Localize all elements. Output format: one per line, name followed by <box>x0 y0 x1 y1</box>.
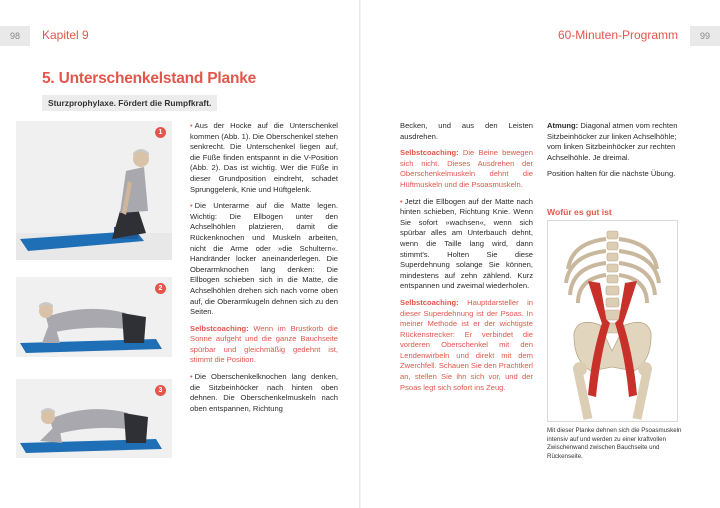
photo-number-badge-3 <box>155 385 166 396</box>
forearm-kneel-illustration <box>16 277 172 357</box>
page-number-right-text: 99 <box>699 31 710 41</box>
photo-number-3: 3 <box>158 387 163 394</box>
paragraph-elbows <box>400 197 533 292</box>
exercise-photo-1 <box>16 121 172 260</box>
hold-position-paragraph: Position halten für die nächste Übung. <box>547 169 676 179</box>
text-column-1 <box>190 121 338 420</box>
anatomy-caption: Mit dieser Planke dehnen sich die Psoasmuskeln intensiv auf und werden zu einer kraftvollen Zwischenwand zwischen Bauchseite und Rückenseite. <box>547 427 682 460</box>
bullet-icon: • <box>190 121 193 130</box>
exercise-subtitle: Sturzprophylaxe. Fördert die Rumpfkraft. <box>42 95 217 111</box>
text-column-2 <box>400 121 533 399</box>
paragraph-position <box>190 121 338 195</box>
selfcoaching-label: Selbstcoaching: <box>190 323 249 333</box>
exercise-title: 5. Unterschenkelstand Planke <box>42 70 257 87</box>
kneeling-woman-illustration <box>16 121 172 260</box>
paragraph-continuation: Becken, und aus den Leisten ausdrehen. <box>400 121 533 141</box>
exercise-photo-3 <box>16 379 172 458</box>
selfcoaching-text: Die Beine bewegen sich nicht. Dieses Ausdrehen der Oberschenkelmuskeln dehnt die Hüftmuskeln und die Psoasmuskeln. <box>400 148 533 189</box>
selfcoaching-block-1 <box>190 324 338 366</box>
book-gutter <box>359 0 361 508</box>
program-label: 60-Minuten-Programm <box>557 28 678 42</box>
chapter-label: Kapitel 9 <box>42 28 89 42</box>
breathing-paragraph <box>547 121 682 163</box>
bullet-icon: • <box>400 196 403 206</box>
selfcoaching-block-2 <box>400 148 533 190</box>
paragraph-forearms-text: Die Unterarme auf die Matte legen. Wichtig: Die Ellbogen unter den Achselhöhlen platzieren, damit die Rückenknochen und Muskeln arbeiten, nicht die Arme oder »die Schultern«. Handränder locker aneinanderlegen. Die Oberarmknochen lang denken: Die Ellbogen schieben sich in die Matte, die Achselhöhlen drehen sich nach vorne oben auf, die Oberarmkugeln dehnen sich zu den Seiten. <box>190 201 338 317</box>
anatomy-illustration <box>547 220 678 422</box>
selfcoaching-text: Hauptdarsteller in dieser Superdehnung ist der Psoas. In meiner Methode ist er der wichtigste Rückenstrecker: Er verbindet die vorderen Oberschenkel mit den Lendenwirbeln und direkt mit dem Zwerchfell. Schauen Sie den Prachtkerl an, stellen Sie ihn sich vor, und der Psoas legt sich sofort ins Zeug. <box>400 297 533 392</box>
paragraph-elbows-text: Jetzt die Ellbogen auf der Matte nach hinten schieben, Richtung Knie. Wenn Sie sofort »wachsen«, wenn sich spürbar alles am Unterbauch dehnt, wenn die Taille lang wird, dann stimmt's. Holten Sie diese Superdehnung solange Sie können, mindestens auf zehn zählend. Kurz entspannen und zweimal wiederholen. <box>400 196 533 291</box>
text-column-3 <box>547 121 682 186</box>
photo-number-2: 2 <box>158 285 163 292</box>
psoas-anatomy-icon <box>548 221 677 421</box>
photo-number-badge-1 <box>155 127 166 138</box>
bullet-icon: • <box>190 372 193 382</box>
breathing-text: Diagonal atmen vom rechten Sitzbeinhöcker zur linken Achselhöhle; vom linken Sitzbeinhöcker zur rechten Achselhöhle. Je dreimal. <box>547 121 678 162</box>
paragraph-thighs <box>190 372 338 414</box>
bullet-icon: • <box>190 201 193 211</box>
selfcoaching-label: Selbstcoaching: <box>400 148 459 158</box>
page-number-left-text: 98 <box>9 31 20 41</box>
page-number-right <box>690 26 720 46</box>
paragraph-forearms <box>190 201 338 318</box>
benefit-heading: Wofür es gut ist <box>547 207 612 217</box>
selfcoaching-label: Selbstcoaching: <box>400 297 459 307</box>
photo-number-badge-2 <box>155 283 166 294</box>
selfcoaching-text: Wenn im Brustkorb die Sonne aufgeht und die ganze Bauchseite spürbar und gleichmäßig gedehnt ist, stimmt die Position. <box>190 323 338 365</box>
forearm-plank-illustration <box>16 379 172 458</box>
photo-number-1: 1 <box>158 129 163 136</box>
exercise-photo-2 <box>16 277 172 357</box>
selfcoaching-block-3 <box>400 298 533 393</box>
paragraph-position-text: Aus der Hocke auf die Unterschenkel kommen (Abb. 1). Die Oberschenkel stehen senkrecht. Die Unterschenkel liegen auf, die Füße finden entspannt in die V-Position (Abb. 2). Das ist wichtig. Wer die Füße in dieser Grundposition eindreht, schadet Sprunggelenk, Knie und Hüftgelenk. <box>190 121 338 194</box>
page-number-left <box>0 26 30 46</box>
breathing-label: Atmung: <box>547 121 579 130</box>
paragraph-thighs-text: Die Oberschenkelknochen lang denken, die Sitzbeinhöcker nach hinten oben dehnen. Die Oberschenkelmuskeln nach oben entspannen, Richtung <box>190 372 338 413</box>
